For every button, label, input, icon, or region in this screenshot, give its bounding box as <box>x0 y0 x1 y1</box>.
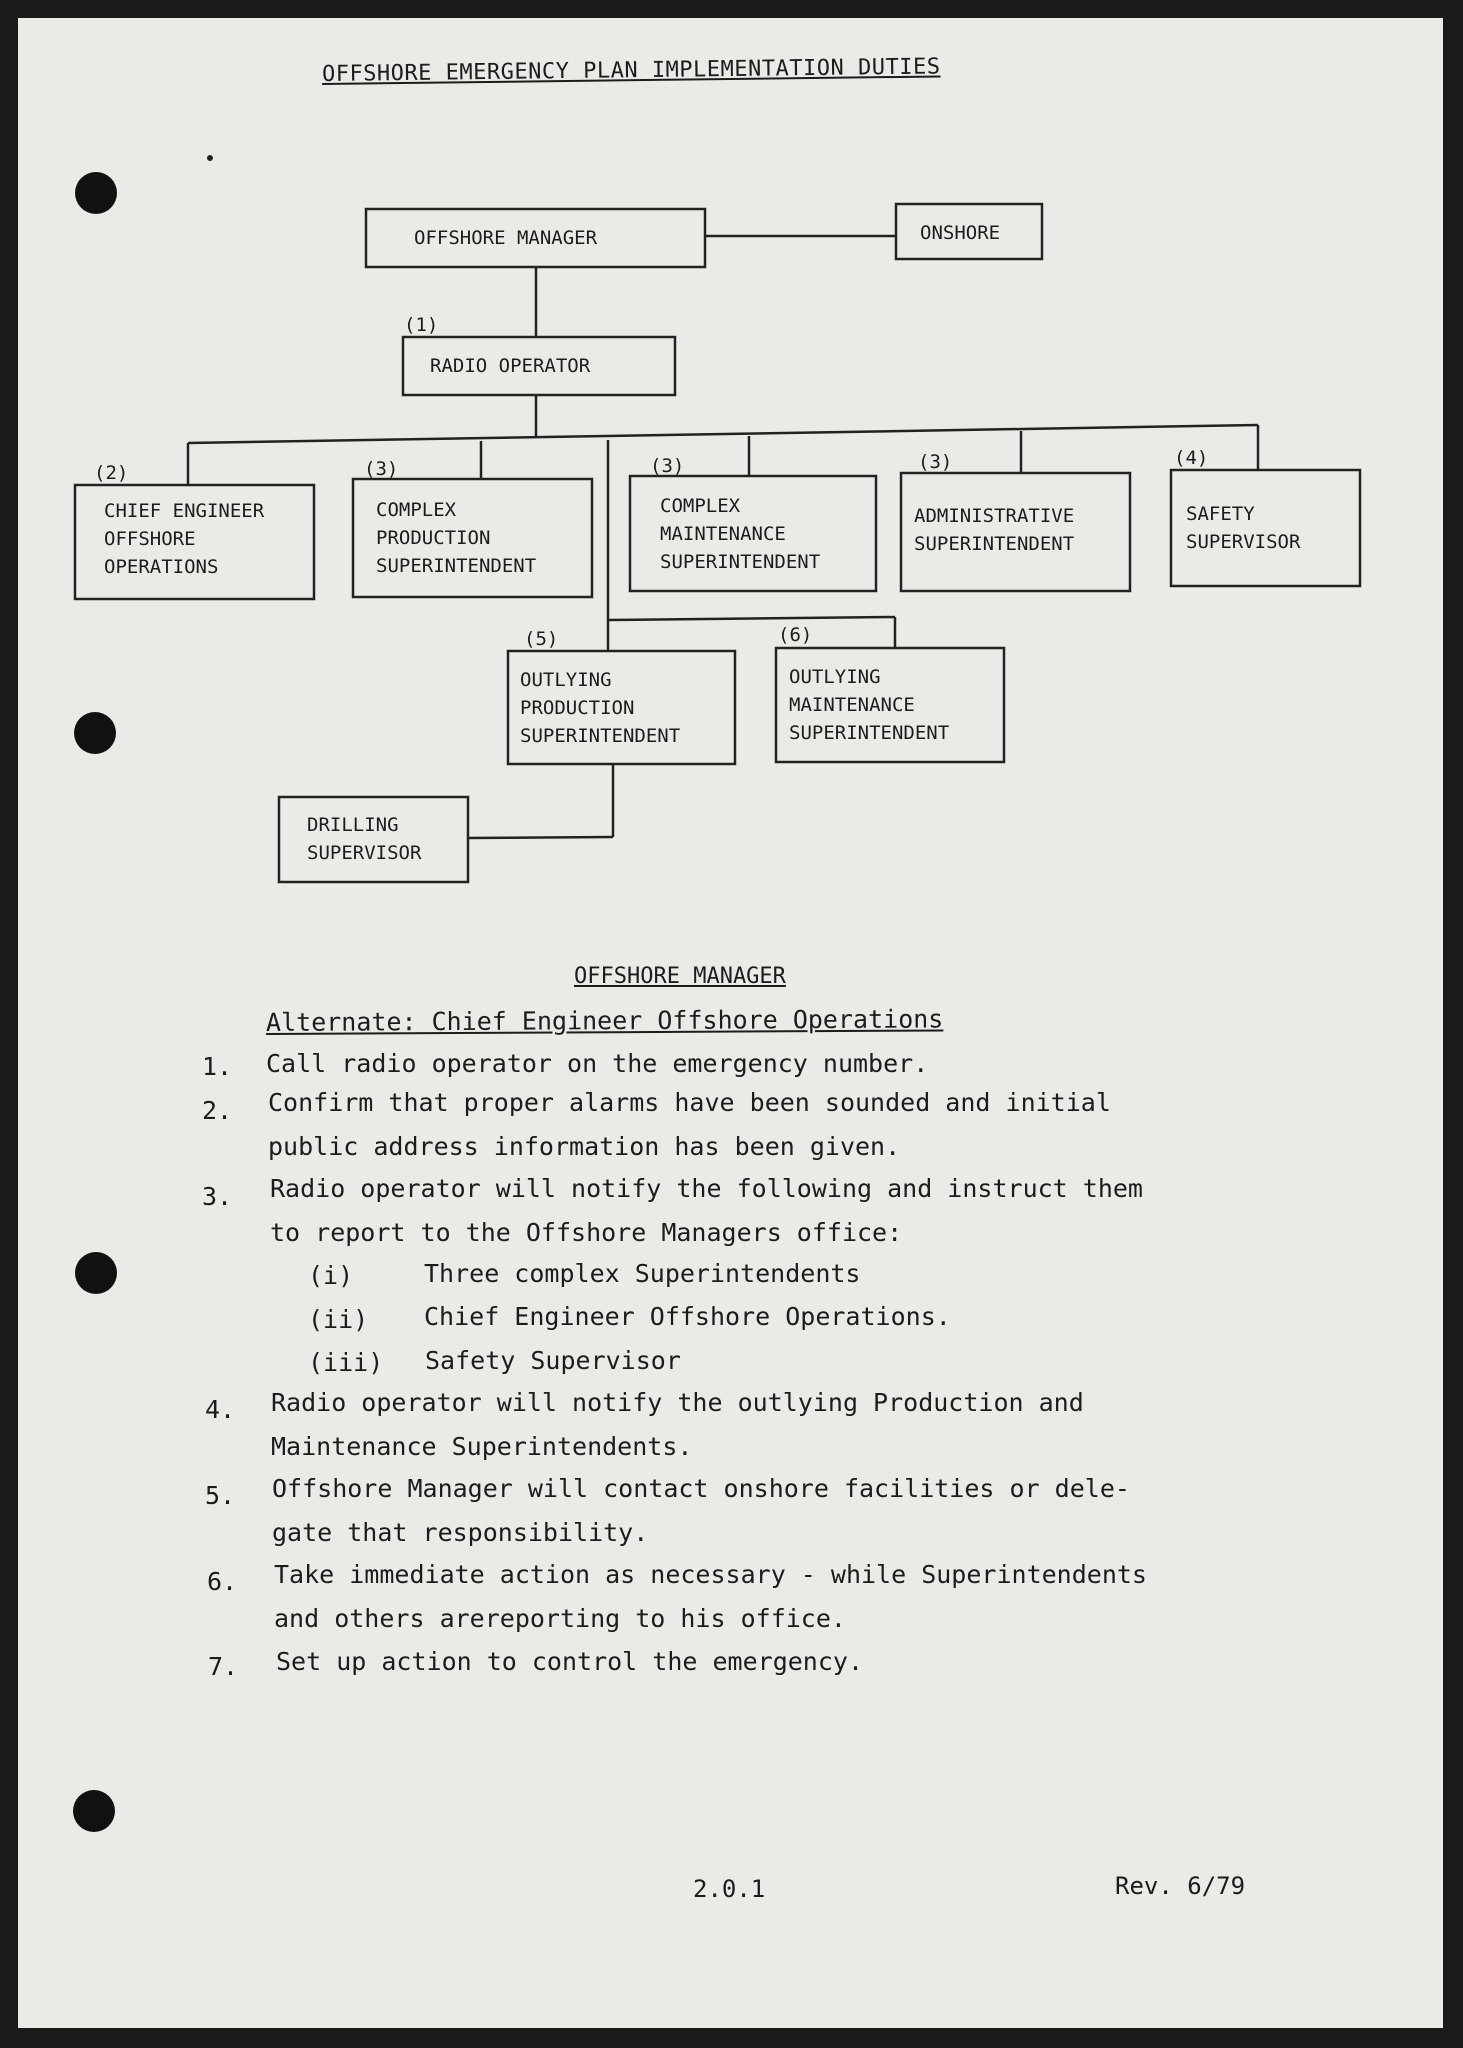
subitem-number: (i) <box>308 1261 354 1290</box>
item-text: public address information has been given. <box>268 1132 901 1161</box>
item-number: 5. <box>205 1481 236 1510</box>
outlying-maintenance-number: (6) <box>778 624 813 646</box>
subitem-number: (ii) <box>308 1305 369 1334</box>
page-number: 2.0.1 <box>693 1875 766 1903</box>
revision-label: Rev. 6/79 <box>1115 1872 1246 1900</box>
offshore-manager-label: OFFSHORE MANAGER <box>414 227 598 249</box>
item-text: to report to the Offshore Managers office: <box>270 1218 903 1247</box>
item-number: 1. <box>202 1052 233 1081</box>
item-text: Offshore Manager will contact onshore facilities or dele- <box>272 1474 1130 1503</box>
outlying-production-number: (5) <box>524 628 559 650</box>
page-title: OFFSHORE EMERGENCY PLAN IMPLEMENTATION DUTIES <box>321 54 941 87</box>
org-chart <box>0 0 1463 900</box>
item-text: Confirm that proper alarms have been sounded and initial <box>268 1088 1111 1117</box>
administrative-label: ADMINISTRATIVE SUPERINTENDENT <box>914 505 1075 555</box>
safety-number: (4) <box>1174 447 1209 469</box>
item-text: gate that responsibility. <box>272 1518 649 1547</box>
chief-engineer-number: (2) <box>94 462 129 484</box>
complex-maintenance-number: (3) <box>650 455 685 477</box>
administrative-number: (3) <box>918 451 953 473</box>
subitem-text: Chief Engineer Offshore Operations. <box>424 1302 951 1331</box>
item-text: Take immediate action as necessary - while Superintendents <box>274 1560 1147 1589</box>
subitem-text: Three complex Superintendents <box>424 1259 861 1288</box>
item-text: Radio operator will notify the outlying Production and <box>271 1388 1084 1417</box>
item-text: Set up action to control the emergency. <box>276 1647 863 1676</box>
punch-hole <box>75 1252 117 1294</box>
radio-operator-number: (1) <box>404 314 439 336</box>
item-number: 6. <box>207 1567 238 1596</box>
item-text: and others arereporting to his office. <box>274 1604 846 1633</box>
onshore-label: ONSHORE <box>920 222 1001 244</box>
alternate-line: Alternate: Chief Engineer Offshore Operations <box>265 1004 944 1037</box>
complex-production-label: COMPLEX PRODUCTION SUPERINTENDENT <box>376 499 537 577</box>
item-number: 2. <box>202 1096 233 1125</box>
complex-production-number: (3) <box>364 458 399 480</box>
outlying-maintenance-label: OUTLYING MAINTENANCE SUPERINTENDENT <box>789 666 950 744</box>
punch-hole <box>73 1790 115 1832</box>
radio-operator-label: RADIO OPERATOR <box>430 355 591 377</box>
item-text: Call radio operator on the emergency number. <box>266 1049 929 1078</box>
item-text: Maintenance Superintendents. <box>271 1432 693 1461</box>
section-title: OFFSHORE MANAGER <box>574 964 786 989</box>
item-number: 4. <box>205 1395 236 1424</box>
drilling-label: DRILLING SUPERVISOR <box>307 814 422 864</box>
complex-maintenance-label: COMPLEX MAINTENANCE SUPERINTENDENT <box>660 495 821 573</box>
item-number: 3. <box>202 1182 233 1211</box>
subitem-number: (iii) <box>308 1348 384 1377</box>
chief-engineer-label: CHIEF ENGINEER OFFSHORE OPERATIONS <box>104 500 265 578</box>
outlying-production-label: OUTLYING PRODUCTION SUPERINTENDENT <box>520 669 681 747</box>
safety-label: SAFETY SUPERVISOR <box>1186 503 1301 553</box>
item-text: Radio operator will notify the following and instruct them <box>270 1174 1143 1203</box>
item-number: 7. <box>208 1652 239 1681</box>
subitem-text: Safety Supervisor <box>425 1346 681 1375</box>
